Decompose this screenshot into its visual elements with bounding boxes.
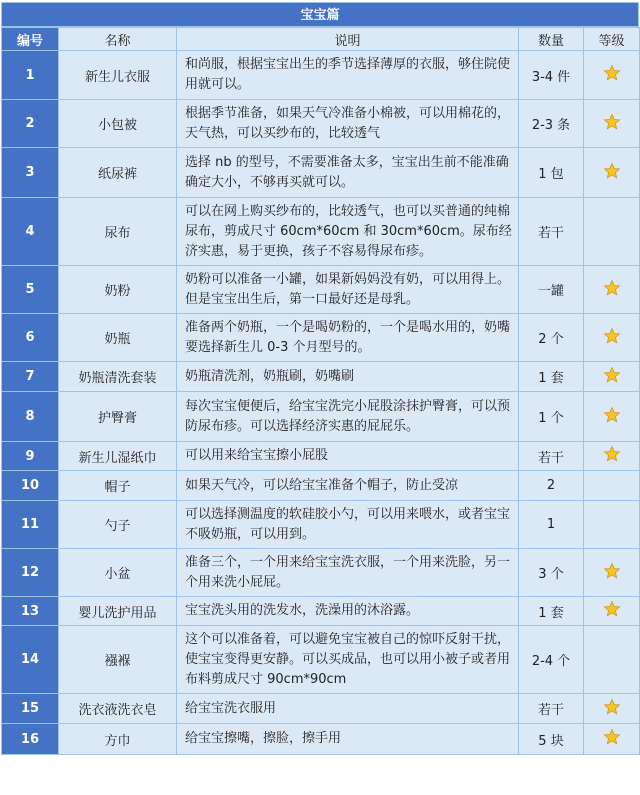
table-row [2, 471, 640, 501]
table-row [2, 198, 640, 266]
item-name: 新生儿衣服 [59, 51, 177, 100]
item-description: 每次宝宝便便后，给宝宝洗完小屁股涂抹护臀膏，可以预防尿布疹。可以选择经济实惠的屁屁乐。 [177, 392, 519, 442]
header-row [2, 28, 640, 51]
item-name: 纸尿裤 [59, 148, 177, 198]
table-row [2, 597, 640, 626]
item-name: 婴儿洗护用品 [59, 597, 177, 626]
item-grade [584, 314, 640, 362]
header-num: 编号 [2, 28, 59, 51]
row-number: 12 [2, 549, 59, 597]
item-grade [584, 597, 640, 626]
table-row [2, 100, 640, 148]
item-quantity: 3 个 [519, 549, 584, 597]
item-quantity: 2 [519, 471, 584, 501]
item-description: 可以在网上购买纱布的，比较透气，也可以买普通的纯棉尿布，剪成尺寸 60cm*60cm 和 30cm*60cm。尿布经济实惠，易于更换，孩子不容易得尿布疹。 [177, 198, 519, 266]
star-icon [603, 600, 621, 618]
item-grade [584, 471, 640, 501]
item-name: 奶瓶 [59, 314, 177, 362]
row-number: 14 [2, 626, 59, 694]
item-name: 襁褓 [59, 626, 177, 694]
item-grade [584, 51, 640, 100]
table-row [2, 549, 640, 597]
star-icon [603, 162, 621, 180]
baby-list-sheet [1, 2, 639, 755]
table-row [2, 626, 640, 694]
item-description: 奶粉可以准备一小罐，如果新妈妈没有奶，可以用得上。但是宝宝出生后，第一口最好还是母乳。 [177, 266, 519, 314]
item-description: 宝宝洗头用的洗发水，洗澡用的沐浴露。 [177, 597, 519, 626]
item-name: 勺子 [59, 501, 177, 549]
item-description: 给宝宝擦嘴，擦脸，擦手用 [177, 724, 519, 755]
header-qty: 数量 [519, 28, 584, 51]
item-description: 准备三个，一个用来给宝宝洗衣服，一个用来洗脸，另一个用来洗小屁屁。 [177, 549, 519, 597]
row-number: 8 [2, 392, 59, 442]
item-grade [584, 626, 640, 694]
star-icon [603, 406, 621, 424]
row-number: 9 [2, 442, 59, 471]
item-name: 奶粉 [59, 266, 177, 314]
row-number: 2 [2, 100, 59, 148]
item-quantity: 1 包 [519, 148, 584, 198]
item-quantity: 2-3 条 [519, 100, 584, 148]
table-row [2, 362, 640, 392]
item-quantity: 若干 [519, 694, 584, 724]
item-name: 帽子 [59, 471, 177, 501]
item-quantity: 1 套 [519, 362, 584, 392]
item-name: 奶瓶清洗套装 [59, 362, 177, 392]
item-description: 奶瓶清洗剂，奶瓶刷，奶嘴刷 [177, 362, 519, 392]
table-row [2, 266, 640, 314]
item-quantity: 3-4 件 [519, 51, 584, 100]
star-icon [603, 698, 621, 716]
item-description: 和尚服，根据宝宝出生的季节选择薄厚的衣服，够住院使用就可以。 [177, 51, 519, 100]
star-icon [603, 113, 621, 131]
item-quantity: 若干 [519, 442, 584, 471]
item-grade [584, 392, 640, 442]
row-number: 7 [2, 362, 59, 392]
table-row [2, 392, 640, 442]
star-icon [603, 728, 621, 746]
item-quantity: 一罐 [519, 266, 584, 314]
star-icon [603, 327, 621, 345]
item-grade [584, 501, 640, 549]
item-grade [584, 266, 640, 314]
item-grade [584, 442, 640, 471]
row-number: 1 [2, 51, 59, 100]
star-icon [603, 445, 621, 463]
row-number: 11 [2, 501, 59, 549]
item-grade [584, 724, 640, 755]
item-grade [584, 694, 640, 724]
item-quantity: 若干 [519, 198, 584, 266]
row-number: 4 [2, 198, 59, 266]
row-number: 5 [2, 266, 59, 314]
sheet-title: 宝宝篇 [1, 2, 639, 27]
item-description: 可以用来给宝宝擦小屁股 [177, 442, 519, 471]
row-number: 10 [2, 471, 59, 501]
item-name: 洗衣液洗衣皂 [59, 694, 177, 724]
item-grade [584, 148, 640, 198]
item-name: 方巾 [59, 724, 177, 755]
item-quantity: 2-4 个 [519, 626, 584, 694]
item-grade [584, 100, 640, 148]
baby-items-table [1, 27, 640, 755]
star-icon [603, 562, 621, 580]
header-desc: 说明 [177, 28, 519, 51]
table-row [2, 51, 640, 100]
item-quantity: 1 个 [519, 392, 584, 442]
row-number: 3 [2, 148, 59, 198]
table-row [2, 314, 640, 362]
table-row [2, 694, 640, 724]
item-description: 这个可以准备着，可以避免宝宝被自己的惊吓反射干扰，使宝宝变得更安静。可以买成品，也可以用小被子或者用布料剪成尺寸 90cm*90cm [177, 626, 519, 694]
item-quantity: 1 [519, 501, 584, 549]
item-quantity: 1 套 [519, 597, 584, 626]
item-quantity: 2 个 [519, 314, 584, 362]
item-description: 根据季节准备，如果天气冷准备小棉被，可以用棉花的，天气热，可以买纱布的，比较透气 [177, 100, 519, 148]
item-grade [584, 362, 640, 392]
header-grade: 等级 [584, 28, 640, 51]
table-row [2, 501, 640, 549]
item-description: 如果天气冷，可以给宝宝准备个帽子，防止受凉 [177, 471, 519, 501]
star-icon [603, 279, 621, 297]
star-icon [603, 64, 621, 82]
item-name: 护臀膏 [59, 392, 177, 442]
item-description: 可以选择测温度的软硅胶小勺，可以用来喂水，或者宝宝不吸奶瓶，可以用到。 [177, 501, 519, 549]
header-name: 名称 [59, 28, 177, 51]
item-description: 准备两个奶瓶，一个是喝奶粉的，一个是喝水用的，奶嘴要选择新生儿 0-3 个月型号的。 [177, 314, 519, 362]
item-description: 选择 nb 的型号，不需要准备太多，宝宝出生前不能准确确定大小，不够再买就可以。 [177, 148, 519, 198]
item-name: 小包被 [59, 100, 177, 148]
item-name: 小盆 [59, 549, 177, 597]
table-row [2, 724, 640, 755]
table-row [2, 442, 640, 471]
item-name: 新生儿湿纸巾 [59, 442, 177, 471]
item-grade [584, 549, 640, 597]
row-number: 15 [2, 694, 59, 724]
star-icon [603, 366, 621, 384]
row-number: 13 [2, 597, 59, 626]
item-name: 尿布 [59, 198, 177, 266]
table-row [2, 148, 640, 198]
item-quantity: 5 块 [519, 724, 584, 755]
item-grade [584, 198, 640, 266]
row-number: 6 [2, 314, 59, 362]
item-description: 给宝宝洗衣服用 [177, 694, 519, 724]
row-number: 16 [2, 724, 59, 755]
